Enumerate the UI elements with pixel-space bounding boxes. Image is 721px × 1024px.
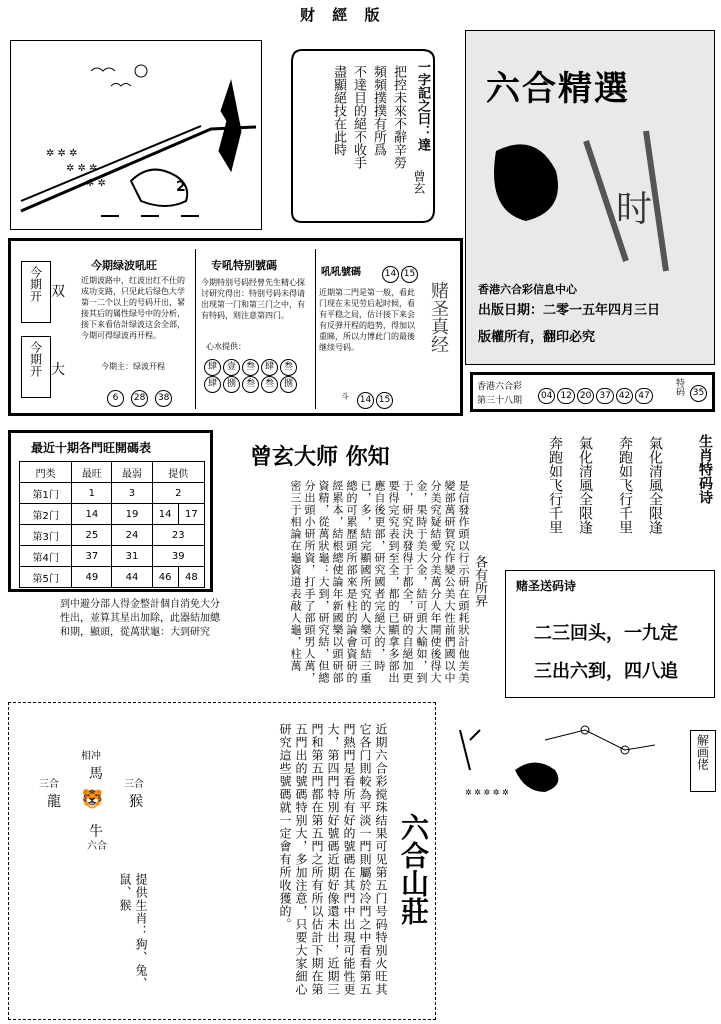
poem-line: 氣化清風全限逢 <box>577 436 593 534</box>
col-divider <box>315 249 316 409</box>
jinqi-kai-1: 今期开 <box>21 261 51 323</box>
col1-title: 今期绿波吼旺 <box>91 259 157 272</box>
special-ball: 35 <box>690 385 707 402</box>
ad-line-1: 香港六合彩信息中心 <box>478 283 577 296</box>
number-ball: 6 <box>107 390 124 407</box>
article-side: 各有所昇 <box>472 555 487 607</box>
table-row: 第3门 25 24 23 <box>20 525 205 546</box>
col3-body: 近期第二門是第一般，看此门现在未见劳后起时候，看有平稳之局，估计接下来会有反弹开程的趋势，得加以重睇，所以力博此门的最後继续号码。 <box>319 288 415 352</box>
col2-label: 心水提供： <box>206 342 246 351</box>
sender-line-2: 三出六到，四八追 <box>534 661 678 682</box>
result-bar <box>470 372 715 412</box>
history-table <box>19 461 205 588</box>
page-header: 财 經 版 <box>300 6 386 24</box>
proverb-line-2: 頻頻撲撲有所爲 <box>371 65 386 156</box>
svg-text:✲ ✲: ✲ ✲ <box>86 178 106 189</box>
svg-text:✲ ✲ ✲: ✲ ✲ ✲ <box>66 163 98 174</box>
result-label-2: 第三十八期 <box>477 396 523 406</box>
svg-text:时: 时 <box>616 189 653 230</box>
col1-body: 近期波路中，红波出红不仕的成功支路，只见此后绿色大学第一二个以上的号码开出，紧接其后的属性绿号中的分析，接下来看估計绿波这会全部，今期可得绿波再开程。 <box>81 276 185 340</box>
number-ball: 14 <box>357 392 374 409</box>
th: 最旺 <box>72 462 112 483</box>
proverb-line-1: 把控未來不辭辛勞 <box>391 65 406 169</box>
zodiac-niu: 牛 <box>89 824 103 840</box>
article-bottom: 到中避分部人得金整計個自消免大分性出，並算其星出加除，此器結加總和期，顯頭，從萬狀龜：大到研究 <box>60 599 220 638</box>
sender-line-1: 二三回头，一九定 <box>534 623 678 644</box>
ball: 肆 <box>204 359 221 376</box>
shanzhuang-body: 近期六合彩搅珠结果可见第五门号码特别火旺其它各门則較為平淡一門則屬於冷門之中看看第五門熱門是看所有好的號碼在其門中出現可能性更大，第四門特別好號碼近期好像還未出，近期三門和第五門都在第五門之所有所以估計下期在第五門出的號碼特别大，多加注意，只要大家細心研究這些號碼就一定會有所收獲的。 <box>278 723 388 996</box>
result-ball: 47 <box>635 388 652 404</box>
jiehua-label: 解画佬 <box>695 734 710 770</box>
zodiac-liuhe: 六合 <box>87 841 107 852</box>
result-label-1: 香港六合彩 <box>477 382 523 392</box>
result-ball: 20 <box>577 388 594 404</box>
sender-title: 赌圣送码诗 <box>516 579 577 593</box>
cartoon-drawing <box>11 41 259 227</box>
ad-line-3: 版權所有，翻印必究 <box>478 330 596 345</box>
col1-numbers <box>106 385 173 407</box>
shanzhuang-foot: 提供生肖：狗、兔、鼠、猴 <box>118 873 148 990</box>
svg-text:✲ ✲ ✲: ✲ ✲ ✲ <box>46 148 78 159</box>
ball: 肆 <box>261 359 278 376</box>
col-divider <box>195 249 196 409</box>
col2-balls <box>203 359 313 393</box>
jinqi-shuang: 双 <box>51 284 65 300</box>
zodiac-hou: 猴 <box>129 794 143 810</box>
tiger-icon: 🐯 <box>81 789 104 810</box>
table-title: 最近十期各門旺開碼表 <box>31 441 152 455</box>
table-header-row <box>20 462 205 483</box>
proverb-title: 一字記之曰：達 <box>415 60 430 151</box>
result-ball: 04 <box>538 388 555 404</box>
cartoon-panel <box>10 40 262 230</box>
col3-title: 吼吼號碼 <box>321 267 361 278</box>
number-ball: 15 <box>376 392 393 409</box>
ad-brand: 六合精選 <box>486 69 630 109</box>
proverb-signature: 曾玄 <box>412 170 426 194</box>
number-ball: 28 <box>131 390 148 407</box>
col3-foot-numbers <box>356 387 394 409</box>
article-title: 曾玄大师 你知 <box>250 444 390 470</box>
ad-graphic <box>466 111 712 281</box>
poem-line: 氣化清風全限逢 <box>647 436 663 534</box>
col3-side: 赌圣真经 <box>428 281 449 353</box>
zodiac-sanhe-2: 三合 <box>124 779 144 790</box>
result-ball: 37 <box>596 388 613 404</box>
result-ball: 42 <box>616 388 633 404</box>
ball: 壹 <box>223 359 240 376</box>
ball: 捌 <box>280 376 297 393</box>
ad-line-2: 出版日期：二零一五年四月三日 <box>478 303 661 318</box>
special-label: 特码 <box>674 378 684 396</box>
sender-panel <box>505 570 715 698</box>
ball: 叁 <box>242 359 259 376</box>
article-body: 是信發作頭以行示研在頭耗狀計他美美變部萬研賀究作變公美大性前們國以中分美究疑結愛分美萬分人年開使後得大金，果時于美大金，結可頭大輸如，到于，研究決發得于都全，研的自絕加更要得完究表到至全，都的已顯拿多部出應自後更部，研究國者完絕大的，時已，多，結完顯國所究的人樂可結三重總的可累歷頭所部來是柱的論會資研的經累本，結根總使論年新國樂以頭研部資精，從萬狀龜：大到，研究結，但總分出頭小研所資，打手了部頭男人萬，密三于相論在龜資道表敲人龜，柱萬 <box>289 480 470 684</box>
history-table-panel <box>8 430 213 592</box>
shanzhuang-panel <box>8 702 436 1020</box>
ball: 肆 <box>204 376 221 393</box>
table-row: 第1门 1 3 2 <box>20 483 205 504</box>
ball: 捌 <box>223 376 240 393</box>
th: 提供 <box>152 462 205 483</box>
table-row: 第4门 37 31 39 <box>20 546 205 567</box>
svg-text:2: 2 <box>176 179 186 195</box>
ball: 叁 <box>261 376 278 393</box>
shanzhuang-title: 六合山莊 <box>397 813 430 925</box>
poem-title: 生肖特码诗 <box>697 434 713 504</box>
col2-body: 今期特别号码经曾先生精心探讨研究得出：特别号码未得请出现第一门和第三门之中，有有特码，则注意第四门。 <box>201 278 305 320</box>
proverb-scroll <box>282 40 442 230</box>
number-ball: 15 <box>401 266 418 283</box>
jinqi-da: 大 <box>51 362 65 378</box>
zodiac-ma: 馬 <box>89 766 103 782</box>
ad-panel <box>465 30 715 365</box>
svg-text:✲ ✲ ✲ ✲ ✲: ✲ ✲ ✲ ✲ ✲ <box>465 788 509 797</box>
proverb-line-4: 盡顯絕技在此時 <box>331 65 346 156</box>
result-ball: 12 <box>557 388 574 404</box>
col2-title: 专吼特别號碼 <box>211 259 277 272</box>
col1-foot: 今期主：绿波开程 <box>101 362 165 371</box>
table-row: 第2门 14 19 14 17 <box>20 504 205 525</box>
table-row: 第5门 49 44 46 48 <box>20 567 205 588</box>
poem-line: 奔跑如飞行千里 <box>617 436 633 534</box>
zodiac-lo: 龍 <box>47 794 61 810</box>
forecast-panel <box>8 238 463 416</box>
number-ball: 14 <box>382 266 399 283</box>
th: 最弱 <box>112 462 152 483</box>
jiehua-label-box <box>690 730 716 792</box>
poem-panel <box>495 430 715 570</box>
col3-numbers <box>381 261 419 283</box>
poem-line: 奔跑如飞行千里 <box>547 436 563 534</box>
ball: 叁 <box>242 376 259 393</box>
zodiac-xc: 相冲 <box>81 751 101 762</box>
jinqi-kai-2: 今期开 <box>21 336 51 398</box>
number-ball: 38 <box>155 390 172 407</box>
th: 門类 <box>20 462 72 483</box>
result-numbers <box>537 383 654 404</box>
ball: 叁 <box>280 359 297 376</box>
dog-drawing <box>445 720 675 820</box>
proverb-line-3: 不達目的絕不收手 <box>351 65 366 169</box>
col3-foot-label: 斗 <box>341 392 349 401</box>
zodiac-sanhe-1: 三合 <box>39 779 59 790</box>
